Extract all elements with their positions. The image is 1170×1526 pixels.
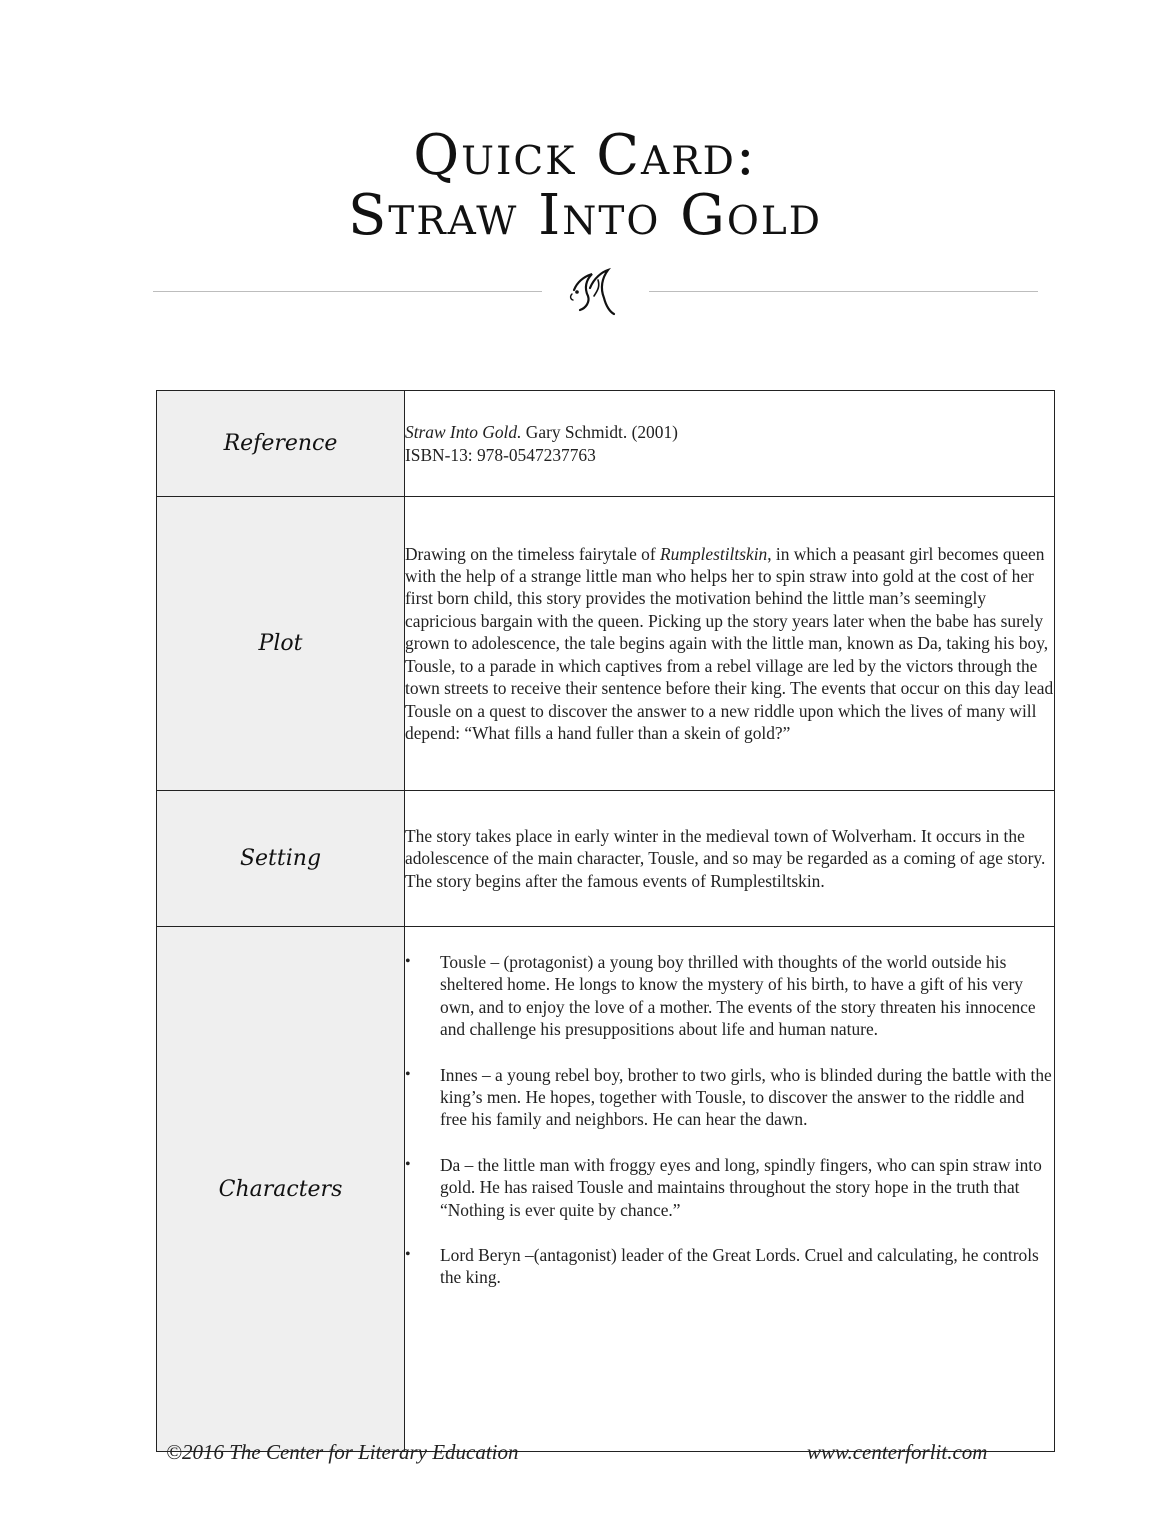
tale-name: Rumplestiltskin xyxy=(659,543,768,564)
list-item xyxy=(405,1064,1054,1131)
flourish-icon xyxy=(564,266,620,318)
quick-card-table xyxy=(156,390,1055,1452)
row-label-characters: Characters xyxy=(157,927,405,1452)
list-item xyxy=(405,1154,1054,1221)
author-year: Gary Schmidt. (2001) xyxy=(521,422,678,443)
characters-cell xyxy=(405,927,1055,1452)
footer-website-link[interactable]: www.centerforlit.com xyxy=(807,1440,988,1464)
page-title-line-2: Straw Into Gold xyxy=(347,183,823,248)
divider-left xyxy=(153,291,542,292)
page-title-line-1: Quick Card: xyxy=(413,123,757,188)
reference-citation xyxy=(405,421,1054,443)
bullet: • xyxy=(405,1155,411,1173)
list-item xyxy=(405,1244,1054,1289)
table-row xyxy=(157,391,1055,497)
plot-cell xyxy=(405,497,1055,791)
row-label-reference: Reference xyxy=(157,391,405,497)
table-row xyxy=(157,791,1055,927)
footer-copyright: ©2016 The Center for Literary Education xyxy=(166,1440,519,1464)
row-label-setting: Setting xyxy=(157,791,405,927)
table-row xyxy=(157,927,1055,1452)
book-title: Straw Into Gold. xyxy=(405,422,522,443)
character-description: Lord Beryn –(antagonist) leader of the Great Lords. Cruel and calculating, he controls the king. xyxy=(440,1245,1039,1288)
divider-right xyxy=(649,291,1038,292)
bullet: • xyxy=(405,953,411,970)
character-description: Tousle – (protagonist) a young boy thrilled with thoughts of the world outside his sheltered home. He longs to know the mystery of his birth, to have a gift of his very own, and to enjoy the love of a mother. The events of the story threaten his innocence and challenge his presuppositions about life and human nature. xyxy=(440,952,1036,1040)
row-label-plot: Plot xyxy=(157,497,405,791)
table-row xyxy=(157,497,1055,791)
character-list xyxy=(405,951,1054,1289)
character-description: Da – the little man with froggy eyes and long, spindly fingers, who can spin straw into gold. He has raised Tousle and maintains throughout the story hope in the truth that “Nothing is ever quite by chance.” xyxy=(440,1154,1042,1220)
plot-intro: Drawing on the timeless fairytale of xyxy=(405,543,660,564)
bullet: • xyxy=(405,1246,411,1264)
setting-cell: The story takes place in early winter in the medieval town of Wolverham. It occurs in the adolescence of the main character, Tousle, and so may be regarded as a coming of age story. The story begins after the famous events of Rumplestiltskin. xyxy=(405,791,1055,927)
character-description: Innes – a young rebel boy, brother to two girls, who is blinded during the battle with the king’s men. He hopes, together with Tousle, to discover the answer to the riddle and free his family and neighbors. He can hear the dawn. xyxy=(440,1064,1052,1130)
bullet: • xyxy=(405,1065,411,1083)
plot-body: , in which a peasant girl becomes queen with the help of a strange little man who helps her to spin straw into gold at the cost of her first born child, this story provides the motivation behind the little man’s seemingly capricious bargain with the queen. Picking up the story years later when the babe has surely grown to adolescence, the tale begins again with the little man, known as Da, taking his boy, Tousle, to a parade in which captives from a rebel village are led by the victors through the town streets to receive their sentence before their king. The events that occur on this day lead Tousle on a quest to discover the answer to a new riddle upon which the lives of many will depend: “What fills a hand fuller than a skein of gold?” xyxy=(405,543,1054,743)
list-item xyxy=(405,951,1054,1041)
isbn: ISBN-13: 978-0547237763 xyxy=(405,444,596,465)
reference-cell xyxy=(405,391,1055,497)
